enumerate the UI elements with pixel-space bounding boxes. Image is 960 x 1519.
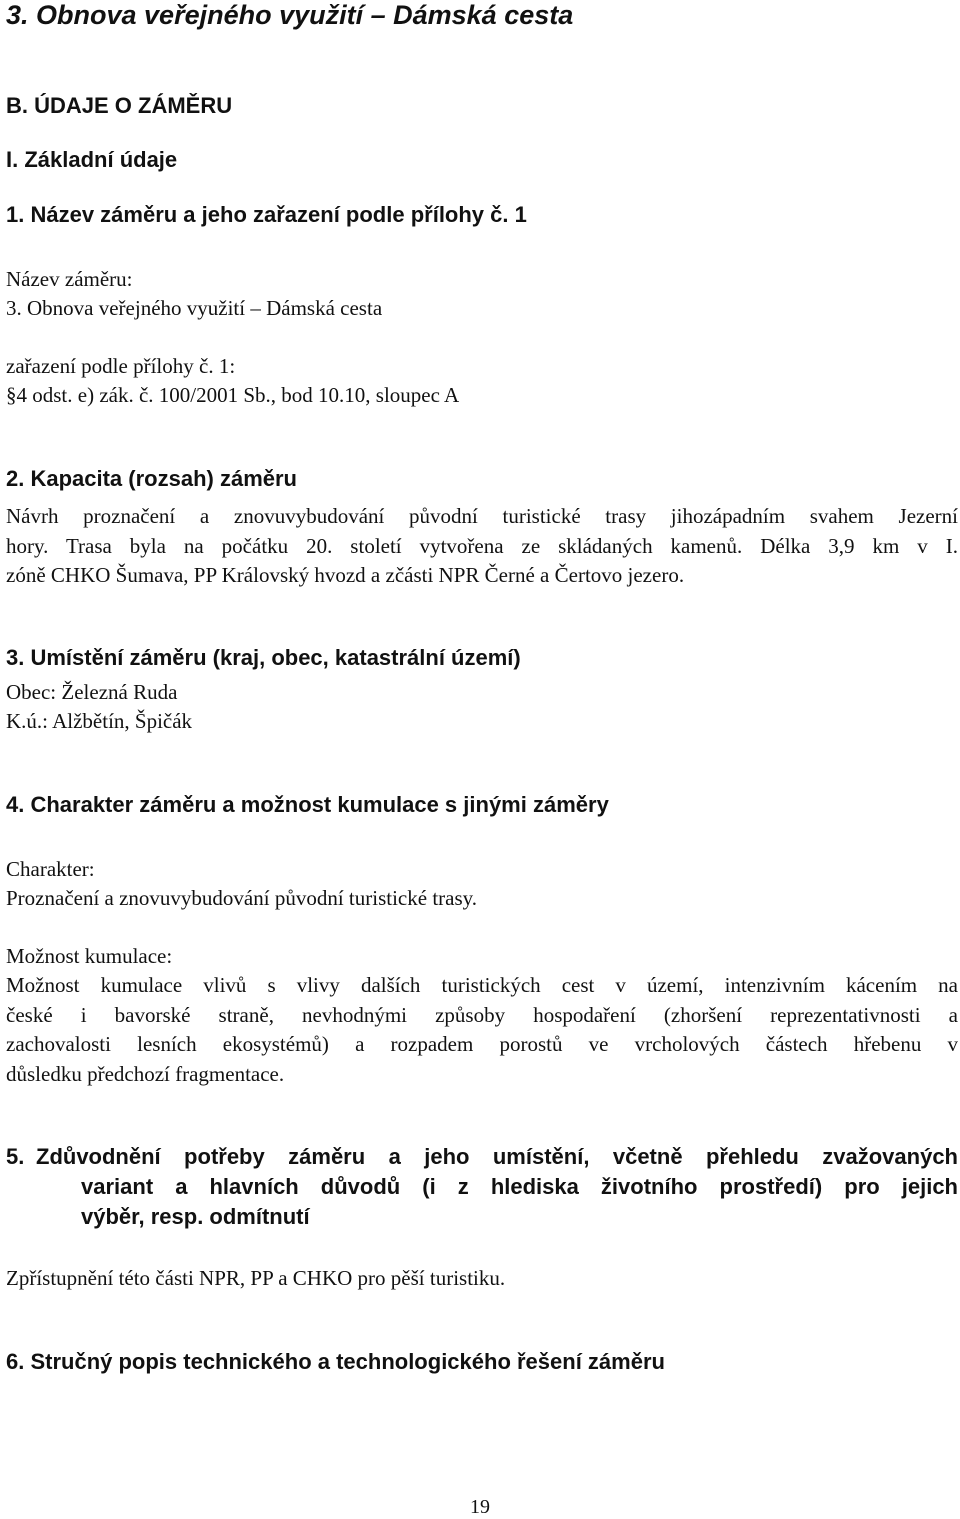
page-title: 3. Obnova veřejného využití – Dámská cesta bbox=[6, 0, 574, 30]
character-value: Proznačení a znovuvybudování původní turistické trasy. bbox=[6, 886, 478, 910]
project-name-value: 3. Obnova veřejného využití – Dámská cesta bbox=[6, 296, 383, 320]
character-label: Charakter: bbox=[6, 857, 95, 881]
page-number: 19 bbox=[470, 1496, 490, 1518]
cumulation-line: české i bavorské straně, nevhodnými způsoby hospodaření (zhoršení reprezentativnosti a bbox=[6, 1002, 958, 1027]
section-i-heading: I. Základní údaje bbox=[6, 147, 178, 172]
section-b-heading: B. ÚDAJE O ZÁMĚRU bbox=[6, 93, 233, 118]
section-5-heading-line: výběr, resp. odmítnutí bbox=[81, 1204, 310, 1229]
classification-label: zařazení podle přílohy č. 1: bbox=[6, 354, 236, 378]
section-5-heading-line: Zdůvodnění potřeby záměru a jeho umístění, včetně přehledu zvažovaných bbox=[36, 1144, 958, 1169]
capacity-paragraph bbox=[6, 502, 958, 591]
section-2-heading: 2. Kapacita (rozsah) záměru bbox=[6, 466, 297, 491]
capacity-line: hory. Trasa byla na počátku 20. století vytvořena ze skládaných kamenů. Délka 3,9 km v I. bbox=[6, 533, 958, 558]
cumulation-line: důsledku předchozí fragmentace. bbox=[6, 1061, 285, 1086]
capacity-line: Návrh proznačení a znovuvybudování původní turistické trasy jihozápadním svahem Jezerní bbox=[6, 504, 958, 528]
municipality-text: Obec: Železná Ruda bbox=[6, 680, 178, 704]
section-6-heading: 6. Stručný popis technického a technologického řešení záměru bbox=[6, 1349, 665, 1374]
project-name-label: Název záměru: bbox=[6, 267, 133, 291]
cumulation-paragraph bbox=[6, 971, 958, 1089]
section-4-heading: 4. Charakter záměru a možnost kumulace s jinými záměry bbox=[6, 792, 609, 817]
section-3-heading: 3. Umístění záměru (kraj, obec, katastrální území) bbox=[6, 645, 521, 670]
capacity-line: zóně CHKO Šumava, PP Královský hvozd a zčásti NPR Černé a Čertovo jezero. bbox=[6, 563, 685, 587]
section-5-number: 5. bbox=[6, 1144, 25, 1169]
cumulation-label: Možnost kumulace: bbox=[6, 944, 173, 968]
cumulation-line: zachovalosti lesních ekosystémů) a rozpadem porostů ve vrcholových částech hřebenu v bbox=[6, 1032, 958, 1056]
classification-value: §4 odst. e) zák. č. 100/2001 Sb., bod 10.10, sloupec A bbox=[6, 383, 460, 407]
cadastral-text: K.ú.: Alžbětín, Špičák bbox=[6, 709, 193, 733]
justification-text: Zpřístupnění této části NPR, PP a CHKO pro pěší turistiku. bbox=[6, 1266, 506, 1290]
section-1-heading: 1. Název záměru a jeho zařazení podle přílohy č. 1 bbox=[6, 202, 527, 227]
section-5-heading-line: variant a hlavních důvodů (i z hlediska životního prostředí) pro jejich bbox=[81, 1174, 958, 1199]
cumulation-line: Možnost kumulace vlivů s vlivy dalších turistických cest v území, intenzivním kácením na bbox=[6, 973, 958, 997]
section-5-heading bbox=[6, 1142, 958, 1232]
